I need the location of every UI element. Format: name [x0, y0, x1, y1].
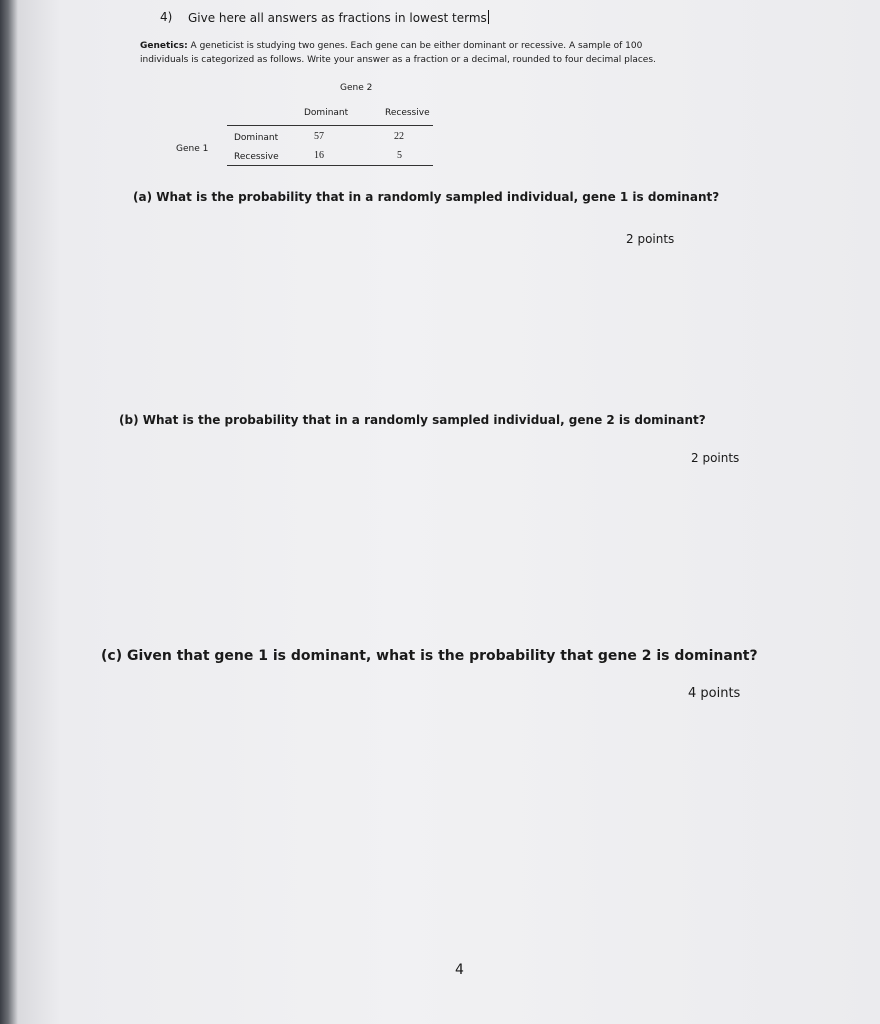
- question-b: (b) What is the probability that in a randomly sampled individual, gene 2 is dominant?: [119, 413, 706, 427]
- table-col-header-recessive: Recessive: [385, 108, 430, 118]
- table-row-label-dominant: Dominant: [234, 133, 279, 143]
- question-c-points: 4 points: [688, 686, 741, 701]
- table-col-group-label: Gene 2: [340, 83, 373, 93]
- intro-label: Genetics:: [140, 41, 188, 51]
- table-cell: 16: [314, 150, 324, 161]
- table-col-header-dominant: Dominant: [304, 108, 349, 118]
- problem-intro: [140, 39, 656, 67]
- question-b-points: 2 points: [691, 451, 740, 465]
- table-row-label-recessive: Recessive: [234, 152, 279, 162]
- text-cursor: [488, 10, 489, 24]
- table-cell: 5: [397, 150, 402, 161]
- table-row-group-label: Gene 1: [176, 144, 209, 154]
- table-cell: 57: [314, 131, 324, 142]
- page-number: 4: [455, 962, 464, 978]
- problem-number: 4): [160, 10, 173, 24]
- question-a: (a) What is the probability that in a randomly sampled individual, gene 1 is dominant?: [133, 190, 720, 204]
- problem-instruction: Give here all answers as fractions in lowest terms: [188, 11, 487, 25]
- table-top-rule: [227, 125, 433, 126]
- question-a-points: 2 points: [626, 232, 675, 246]
- intro-line-1: A geneticist is studying two genes. Each gene can be either dominant or recessive. A sample of 100: [187, 41, 643, 51]
- intro-line-2: individuals is categorized as follows. Write your answer as a fraction or a decimal, rounded to four decimal places.: [140, 55, 656, 65]
- question-c: (c) Given that gene 1 is dominant, what is the probability that gene 2 is dominant?: [101, 648, 758, 664]
- table-bottom-rule: [227, 165, 433, 166]
- table-cell: 22: [394, 131, 404, 142]
